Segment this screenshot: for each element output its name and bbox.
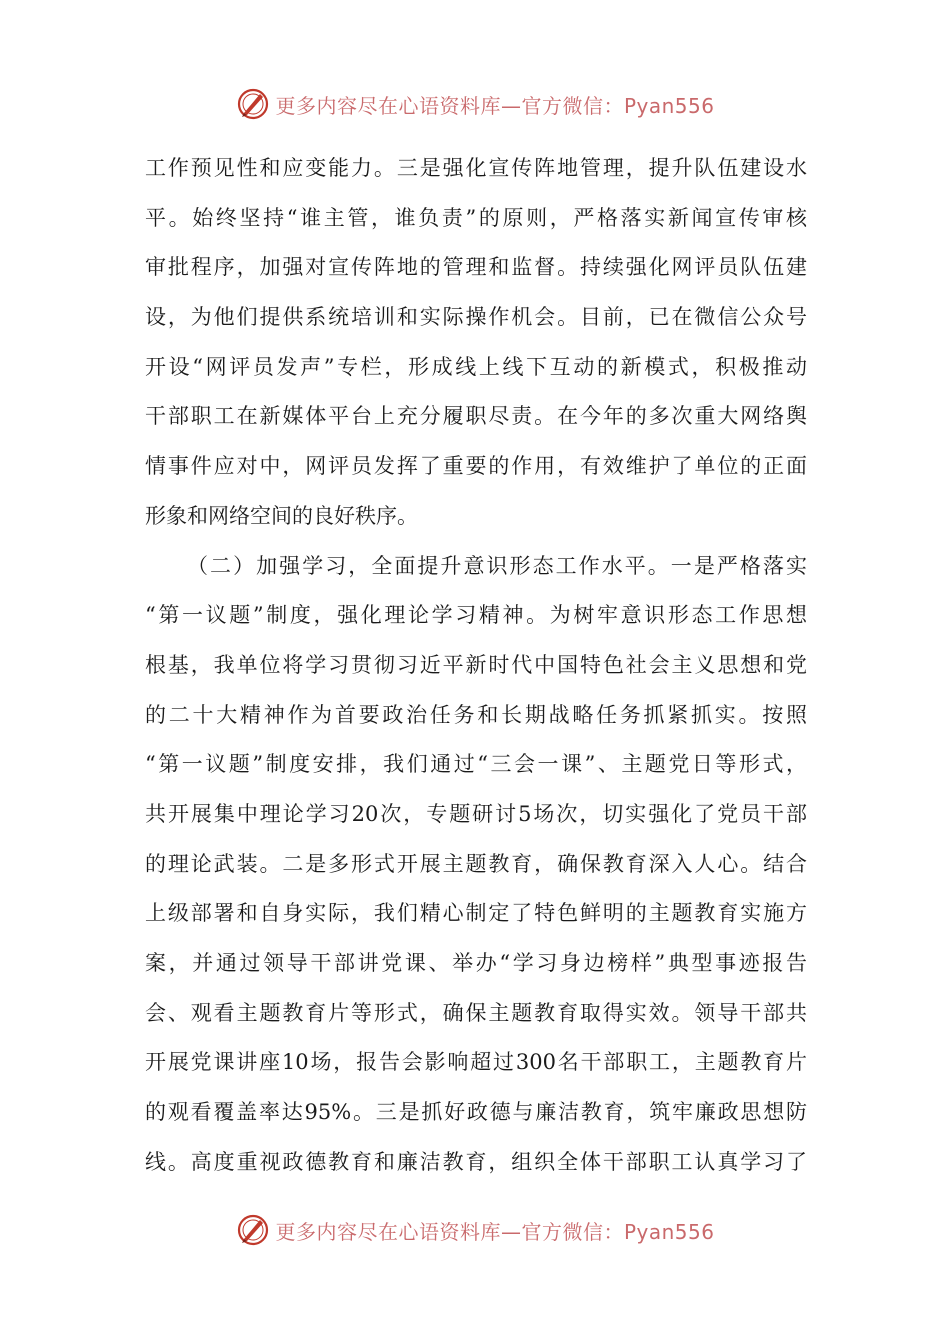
text-line: 平。始终坚持“谁主管，谁负责”的原则，严格落实新闻宣传审核 (145, 205, 807, 230)
text-line: “第一议题”制度，强化理论学习精神。为树牢意识形态工作思想 (145, 603, 807, 628)
text-line: 工作预见性和应变能力。三是强化宣传阵地管理，提升队伍建设水 (145, 156, 807, 180)
text-line: 干部职工在新媒体平台上充分履职尽责。在今年的多次重大网络舆 (145, 404, 807, 429)
text-line: 会、观看主题教育片等形式，确保主题教育取得实效。领导干部共 (145, 1000, 807, 1025)
text-line: 的理论武装。二是多形式开展主题教育，确保教育深入人心。结合 (145, 851, 807, 876)
paragraph (145, 542, 807, 1188)
header-banner-text: 更多内容尽在心语资料库—官方微信：Pyan556 (275, 93, 715, 118)
text-line: （二）加强学习，全面提升意识形态工作水平。一是严格落实 (187, 553, 807, 578)
paragraph (145, 144, 807, 542)
text-line: 形象和网络空间的良好秩序。 (145, 503, 418, 528)
text-line: 线。高度重视政德教育和廉洁教育，组织全体干部职工认真学习了 (145, 1149, 807, 1174)
text-line: 设，为他们提供系统培训和实际操作机会。目前，已在微信公众号 (145, 305, 807, 330)
text-line: 共开展集中理论学习20次，专题研讨5场次，切实强化了党员干部 (145, 801, 807, 826)
text-line: 上级部署和自身实际，我们精心制定了特色鲜明的主题教育实施方 (145, 901, 807, 926)
text-line: 根基，我单位将学习贯彻习近平新时代中国特色社会主义思想和党 (145, 652, 807, 677)
footer-banner (0, 1210, 950, 1250)
text-line: 案，并通过领导干部讲党课、举办“学习身边榜样”典型事迹报告 (145, 951, 807, 975)
text-line: 情事件应对中，网评员发挥了重要的作用，有效维护了单位的正面 (145, 454, 807, 479)
pen-seal-logo-icon (235, 1212, 271, 1248)
pen-seal-logo-icon (235, 86, 271, 122)
text-line: 开展党课讲座10场，报告会影响超过300名干部职工，主题教育片 (145, 1050, 807, 1075)
text-line: “第一议题”制度安排，我们通过“三会一课”、主题党日等形式， (145, 752, 807, 777)
text-line: 开设“网评员发声”专栏，形成线上线下互动的新模式，积极推动 (145, 354, 807, 379)
header-banner (0, 84, 950, 124)
text-line: 审批程序，加强对宣传阵地的管理和监督。持续强化网评员队伍建 (145, 255, 807, 280)
text-line: 的二十大精神作为首要政治任务和长期战略任务抓紧抓实。按照 (145, 702, 807, 727)
text-line: 的观看覆盖率达95%。三是抓好政德与廉洁教育，筑牢廉政思想防 (145, 1100, 807, 1125)
document-body (145, 144, 807, 1187)
footer-banner-text: 更多内容尽在心语资料库—官方微信：Pyan556 (275, 1219, 715, 1244)
